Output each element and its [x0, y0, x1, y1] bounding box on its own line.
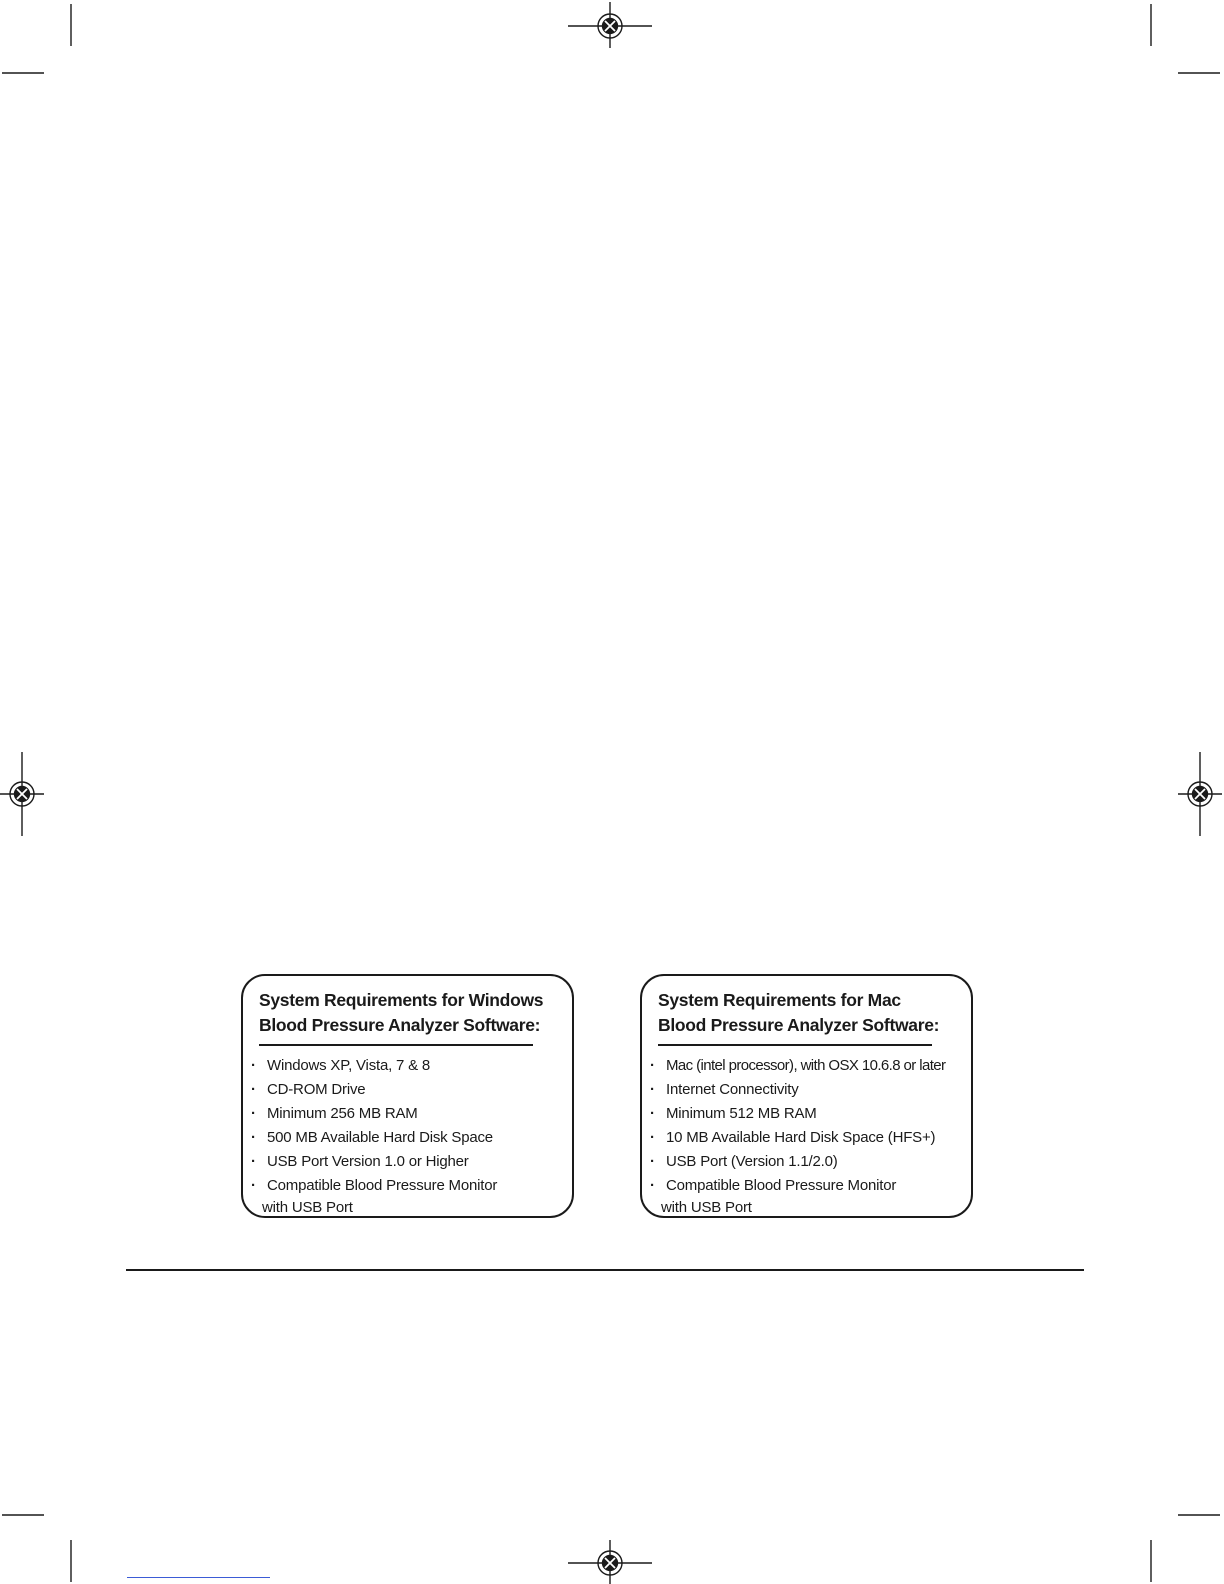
windows-requirements-box [241, 974, 574, 1218]
mac-requirements-box [640, 974, 973, 1218]
title-divider [658, 1044, 932, 1046]
list-item: · Minimum 256 MB RAM [259, 1102, 558, 1126]
mac-requirements-list [658, 1054, 957, 1217]
registration-mark-icon [568, 2, 652, 48]
list-item: · Mac (intel processor), with OSX 10.6.8 or later [658, 1054, 957, 1078]
list-item: · 500 MB Available Hard Disk Space [259, 1126, 558, 1150]
list-item: · Minimum 512 MB RAM [658, 1102, 957, 1126]
windows-title-line1: System Requirements for Windows [259, 990, 544, 1010]
corner-underline [127, 1577, 270, 1578]
mac-requirements-title [658, 988, 957, 1038]
list-item: · Compatible Blood Pressure Monitor with USB Port [658, 1174, 957, 1217]
windows-requirements-title [259, 988, 558, 1038]
list-item: · USB Port (Version 1.1/2.0) [658, 1150, 957, 1174]
list-item: · Compatible Blood Pressure Monitor with USB Port [259, 1174, 558, 1217]
list-item: · 10 MB Available Hard Disk Space (HFS+) [658, 1126, 957, 1150]
list-item-continuation: with USB Port [262, 1199, 353, 1216]
registration-mark-icon [1178, 752, 1222, 836]
list-item-continuation: with USB Port [661, 1199, 752, 1216]
registration-mark-icon [0, 752, 44, 836]
mac-title-line2: Blood Pressure Analyzer Software: [658, 1015, 940, 1035]
list-item: · USB Port Version 1.0 or Higher [259, 1150, 558, 1174]
list-item: · CD-ROM Drive [259, 1078, 558, 1102]
list-item: · Internet Connectivity [658, 1078, 957, 1102]
list-item: · Windows XP, Vista, 7 & 8 [259, 1054, 558, 1078]
windows-requirements-list [259, 1054, 558, 1217]
title-divider [259, 1044, 533, 1046]
footer-divider [126, 1269, 1084, 1271]
windows-title-line2: Blood Pressure Analyzer Software: [259, 1015, 541, 1035]
mac-title-line1: System Requirements for Mac [658, 990, 901, 1010]
registration-mark-icon [568, 1540, 652, 1584]
